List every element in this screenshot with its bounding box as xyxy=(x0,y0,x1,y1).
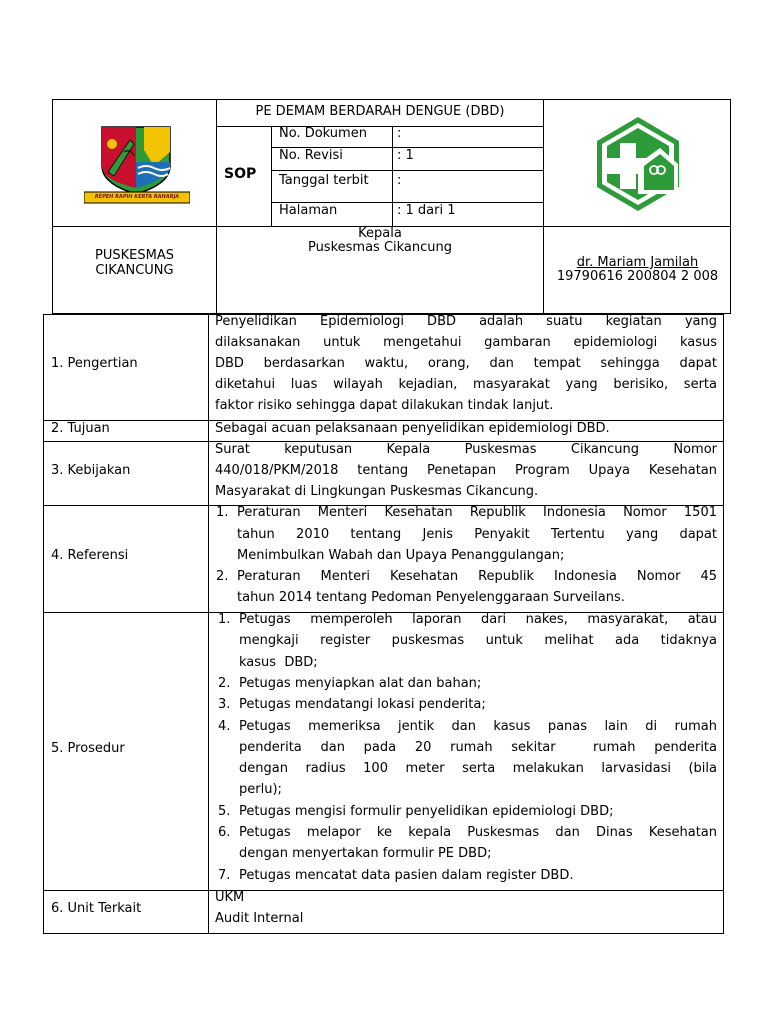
pengertian-line: diketahui luas wilayah kejadian, masyarakat yang berisiko, serta xyxy=(215,377,717,392)
prosedur-step-line: perlu); xyxy=(239,782,282,797)
pengertian-line: DBD berdasarkan waktu, orang, dan tempat sehingga dapat xyxy=(215,356,717,371)
prosedur-step-line: dengan menyertakan formulir PE DBD; xyxy=(239,846,492,861)
regency-emblem-logo xyxy=(84,122,190,208)
section-label-unit-terkait: 6. Unit Terkait xyxy=(51,901,142,916)
org-name-line1: PUSKESMAS xyxy=(95,248,174,263)
pengertian-line: faktor risiko sehingga dapat dilakukan tindak lanjut. xyxy=(215,398,554,413)
section-label-pengertian: 1. Pengertian xyxy=(51,356,138,371)
prosedur-step-number: 2. xyxy=(218,676,231,691)
referensi-item-line: tahun 2010 tentang Jenis Penyakit Tertentu yang dapat xyxy=(237,527,717,542)
meta-value-no-revisi: : 1 xyxy=(397,148,414,163)
section-label-prosedur: 5. Prosedur xyxy=(51,741,125,756)
prosedur-step-line: Petugas mengisi formulir penyelidikan epidemiologi DBD; xyxy=(239,804,614,819)
kebijakan-line: Surat keputusan Kepala Puskesmas Cikancung Nomor xyxy=(215,442,717,457)
kebijakan-line: 440/018/PKM/2018 tentang Penetapan Program Upaya Kesehatan xyxy=(215,463,717,478)
pengertian-line: dilaksanakan untuk mengetahui gambaran epidemiologi kasus xyxy=(215,335,717,350)
prosedur-step-line: Petugas melapor ke kepala Puskesmas dan Dinas Kesehatan xyxy=(239,825,717,840)
referensi-item-line: Menimbulkan Wabah dan Upaya Penanggulangan; xyxy=(237,548,565,563)
sop-label: SOP xyxy=(224,166,257,182)
document-title: PE DEMAM BERDARAH DENGUE (DBD) xyxy=(255,104,505,119)
tujuan-text: Sebagai acuan pelaksanaan penyelidikan epidemiologi DBD. xyxy=(215,421,610,436)
pengertian-line: Penyelidikan Epidemiologi DBD adalah suatu kegiatan yang xyxy=(215,314,717,329)
referensi-item-line: Peraturan Menteri Kesehatan Republik Indonesia Nomor 45 xyxy=(237,569,717,584)
prosedur-step-number: 6. xyxy=(218,825,231,840)
prosedur-step-number: 1. xyxy=(218,612,231,627)
unit-terkait-item: Audit Internal xyxy=(215,911,304,926)
meta-value-no-dokumen: : xyxy=(397,126,402,141)
section-label-kebijakan: 3. Kebijakan xyxy=(51,463,131,478)
prosedur-step-line: kasus DBD; xyxy=(239,655,318,670)
referensi-item-line: tahun 2014 tentang Pedoman Penyelenggaraan Surveilans. xyxy=(237,590,625,605)
meta-value-halaman: : 1 dari 1 xyxy=(397,203,456,218)
org-name-line2: CIKANCUNG xyxy=(95,263,174,278)
section-label-referensi: 4. Referensi xyxy=(51,548,129,563)
prosedur-step-line: Petugas memeriksa jentik dan kasus panas lain di rumah xyxy=(239,719,717,734)
referensi-item-line: Peraturan Menteri Kesehatan Republik Indonesia Nomor 1501 xyxy=(237,505,717,520)
meta-label-no-revisi: No. Revisi xyxy=(279,148,343,163)
prosedur-step-line: dengan radius 100 meter serta melakukan larvasidasi (bila xyxy=(239,761,717,776)
meta-label-halaman: Halaman xyxy=(279,203,338,218)
signatory-name: dr. Mariam Jamilah xyxy=(576,255,699,270)
prosedur-step-line: Petugas mencatat data pasien dalam register DBD. xyxy=(239,868,574,883)
prosedur-step-number: 3. xyxy=(218,697,231,712)
prosedur-step-number: 7. xyxy=(218,868,231,883)
prosedur-step-line: mengkaji register puskesmas untuk melihat ada tidaknya xyxy=(239,633,717,648)
prosedur-step-number: 4. xyxy=(218,719,231,734)
prosedur-step-line: Petugas mendatangi lokasi penderita; xyxy=(239,697,486,712)
meta-label-tanggal-terbit: Tanggal terbit xyxy=(279,173,369,188)
emblem-motto: REPEH RAPIH KERTA RAHARJA xyxy=(94,194,180,200)
signatory-nip: 19790616 200804 2 008 xyxy=(556,269,719,284)
referensi-item-number: 1. xyxy=(216,505,229,520)
puskesmas-logo xyxy=(588,114,688,214)
referensi-item-number: 2. xyxy=(216,569,229,584)
head-title-line1: Kepala xyxy=(358,226,402,241)
prosedur-step-line: Petugas menyiapkan alat dan bahan; xyxy=(239,676,482,691)
prosedur-step-line: penderita dan pada 20 rumah sekitar rumah penderita xyxy=(239,740,717,755)
section-label-tujuan: 2. Tujuan xyxy=(51,421,110,436)
unit-terkait-item: UKM xyxy=(215,890,245,905)
prosedur-step-line: Petugas memperoleh laporan dari nakes, masyarakat, atau xyxy=(239,612,717,627)
kebijakan-line: Masyarakat di Lingkungan Puskesmas Cikancung. xyxy=(215,484,539,499)
meta-label-no-dokumen: No. Dokumen xyxy=(279,126,367,141)
meta-value-tanggal-terbit: : xyxy=(397,173,402,188)
prosedur-step-number: 5. xyxy=(218,804,231,819)
head-title-line2: Puskesmas Cikancung xyxy=(307,240,453,255)
